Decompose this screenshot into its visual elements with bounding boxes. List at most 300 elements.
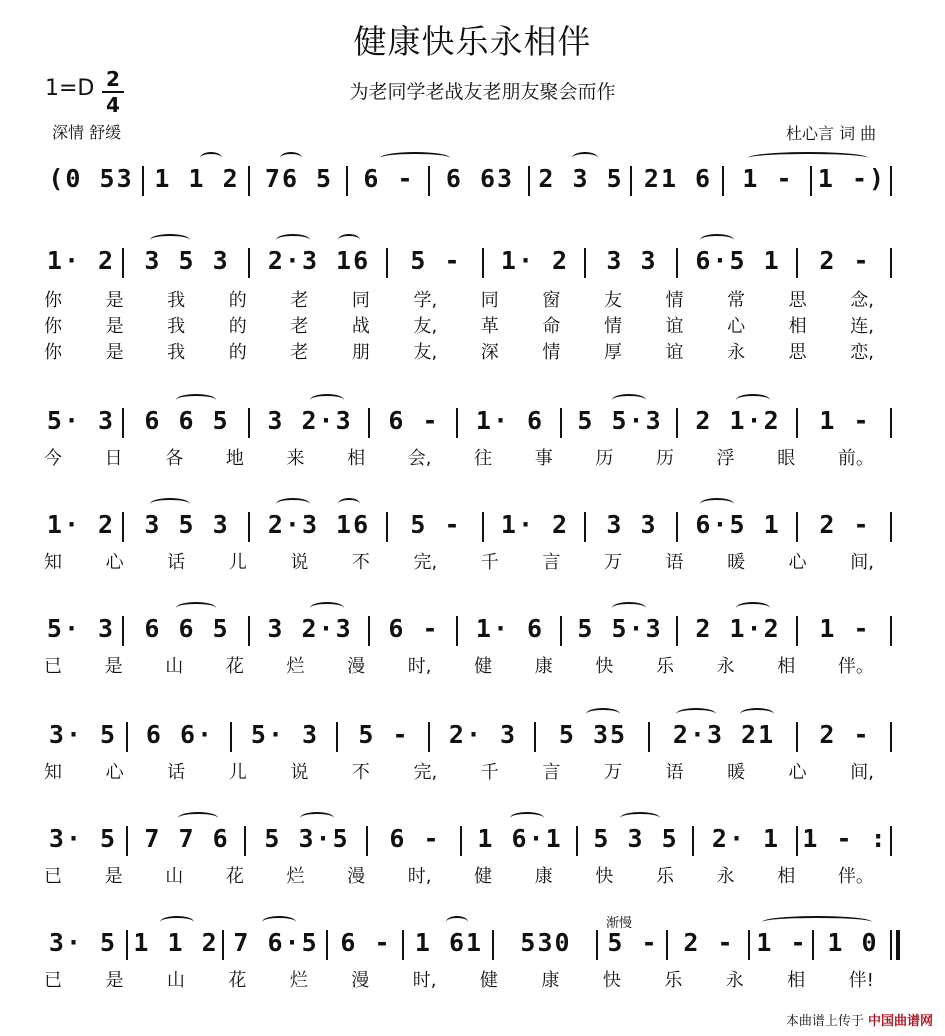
slur <box>380 152 450 164</box>
barline <box>368 408 370 438</box>
lyric-syllable: 山 <box>166 970 185 991</box>
lyric-syllable: 命 <box>542 316 561 337</box>
lyric-syllable: 谊 <box>665 316 684 337</box>
lyric-syllable: 已 <box>44 970 62 991</box>
lyric-syllable: 乐 <box>664 970 683 991</box>
slur <box>338 498 360 510</box>
lyric-syllable: 伴。 <box>837 656 874 677</box>
slur <box>612 602 646 614</box>
measure: 6 - <box>388 405 440 435</box>
lyric-syllable: 乐 <box>655 656 674 677</box>
barline <box>122 408 124 438</box>
lyric-syllable: 友 <box>603 290 622 311</box>
barline <box>122 616 124 646</box>
staff-line-3 <box>0 400 945 440</box>
measure: 1· 6 <box>475 405 545 435</box>
barline <box>456 616 458 646</box>
barline <box>796 722 798 752</box>
measure: 1· 2 <box>500 509 570 539</box>
barline <box>576 826 578 856</box>
measure: (0 53 <box>48 163 134 193</box>
barline <box>584 512 586 542</box>
barline <box>722 166 724 196</box>
slur <box>620 812 660 824</box>
lyric-syllable: 窗 <box>542 290 561 311</box>
lyric-syllable: 我 <box>167 290 186 311</box>
measure: 5· 3 <box>46 613 116 643</box>
lyric-syllable: 千 <box>480 552 499 573</box>
measure: 2· 3 <box>448 719 518 749</box>
lyric-syllable: 连, <box>850 316 874 337</box>
tempo-marking: 深情 舒缓 <box>52 123 122 142</box>
barline <box>890 408 892 438</box>
slur <box>300 812 334 824</box>
measure: 1 - <box>819 405 871 435</box>
measure: 5 - <box>410 245 462 275</box>
lyric-line <box>0 286 945 310</box>
measure: 1 6·1 <box>477 823 563 853</box>
lyric-syllable: 花 <box>228 970 247 991</box>
lyric-syllable: 我 <box>167 342 186 363</box>
barline <box>386 512 388 542</box>
lyric-syllable: 已 <box>44 866 62 887</box>
lyric-syllable: 永 <box>716 866 735 887</box>
barline <box>630 166 632 196</box>
staff-line-1 <box>0 158 945 198</box>
measure: 2 1·2 <box>695 405 781 435</box>
slur <box>150 498 190 510</box>
lyric-syllable: 会, <box>407 448 432 469</box>
barline <box>748 930 750 960</box>
lyric-syllable: 是 <box>104 656 123 677</box>
lyric-syllable: 不 <box>351 552 370 573</box>
lyric-syllable: 万 <box>603 762 622 783</box>
lyric-syllable: 时, <box>407 656 432 677</box>
barline <box>126 722 128 752</box>
lyric-syllable: 是 <box>105 290 124 311</box>
barline <box>482 512 484 542</box>
barline <box>126 826 128 856</box>
footer-text: 本曲谱上传于 <box>785 1014 864 1029</box>
lyric-line <box>0 338 945 362</box>
lyric-syllable: 思 <box>788 342 807 363</box>
lyric-syllable: 是 <box>105 970 124 991</box>
lyric-syllable: 伴! <box>848 970 874 991</box>
song-subtitle: 为老同学老战友老朋友聚会而作 <box>349 81 616 103</box>
staff-line-6 <box>0 714 945 754</box>
lyric-syllable: 是 <box>105 316 124 337</box>
barline <box>460 826 462 856</box>
lyric-syllable: 语 <box>665 552 684 573</box>
lyric-syllable: 你 <box>44 342 62 363</box>
measure: 2·3 21 <box>672 719 776 749</box>
lyric-line <box>0 966 945 990</box>
time-top: 2 <box>106 67 120 91</box>
barline <box>428 722 430 752</box>
slur <box>676 708 716 720</box>
lyric-line <box>0 652 945 676</box>
lyric-syllable: 伴。 <box>837 866 874 887</box>
lyric-syllable: 念, <box>850 290 874 311</box>
lyric-syllable: 友, <box>413 342 438 363</box>
barline <box>584 248 586 278</box>
barline <box>796 616 798 646</box>
slur <box>700 234 734 246</box>
lyric-syllable: 老 <box>290 316 309 337</box>
lyric-line <box>0 312 945 336</box>
slur <box>310 602 344 614</box>
lyric-syllable: 思 <box>788 290 807 311</box>
lyric-syllable: 说 <box>290 552 309 573</box>
lyric-syllable: 时, <box>412 970 437 991</box>
barline <box>402 930 404 960</box>
measure: 3· 5 <box>48 719 118 749</box>
measure: 3· 5 <box>48 823 118 853</box>
lyric-syllable: 朋 <box>351 342 370 363</box>
measure: 2· 1 <box>711 823 781 853</box>
lyric-syllable: 暖 <box>727 762 746 783</box>
measure: 76 5 <box>264 163 334 193</box>
lyric-syllable: 间, <box>850 762 874 783</box>
lyric-syllable: 完, <box>413 552 438 573</box>
lyric-syllable: 浮 <box>716 448 735 469</box>
barline <box>248 166 250 196</box>
measure: 6 6 5 <box>144 405 230 435</box>
barline <box>810 166 812 196</box>
barline <box>336 722 338 752</box>
lyric-syllable: 健 <box>474 656 493 677</box>
slur <box>446 916 468 928</box>
lyric-syllable: 战 <box>351 316 370 337</box>
lyric-syllable: 千 <box>480 762 499 783</box>
measure: 1· 2 <box>500 245 570 275</box>
barline <box>890 722 892 752</box>
footer <box>786 1010 933 1029</box>
lyric-syllable: 漫 <box>347 866 366 887</box>
measure: 5 - <box>358 719 410 749</box>
lyric-syllable: 你 <box>44 316 62 337</box>
lyric-syllable: 快 <box>595 656 614 677</box>
slur <box>586 708 620 720</box>
song-title: 健康快乐永相伴 <box>353 22 592 61</box>
barline <box>648 722 650 752</box>
lyric-syllable: 万 <box>603 552 622 573</box>
slur <box>176 394 216 406</box>
barline <box>890 166 892 196</box>
measure: 1· 2 <box>46 245 116 275</box>
lyric-syllable: 相 <box>788 316 807 337</box>
measure: 7 6·5 <box>233 927 319 957</box>
lyric-syllable: 康 <box>534 866 553 887</box>
lyric-syllable: 话 <box>167 762 186 783</box>
barline <box>796 248 798 278</box>
lyric-syllable: 花 <box>225 866 244 887</box>
measure: 1 1 2 <box>154 163 240 193</box>
lyric-syllable: 说 <box>290 762 309 783</box>
barline <box>248 512 250 542</box>
measure: 3 5 3 <box>144 245 230 275</box>
lyric-syllable: 老 <box>290 290 309 311</box>
barline <box>346 166 348 196</box>
slur <box>612 394 646 406</box>
measure: 21 6 <box>643 163 713 193</box>
measure: 3 3 <box>606 245 658 275</box>
slur <box>176 602 216 614</box>
barline <box>366 826 368 856</box>
measure: 1 - : <box>802 823 888 853</box>
barline <box>122 248 124 278</box>
lyric-syllable: 我 <box>167 316 186 337</box>
staff-line-7 <box>0 818 945 858</box>
lyric-syllable: 是 <box>104 866 123 887</box>
slur <box>748 152 868 164</box>
measure: 530 <box>520 927 572 957</box>
lyric-syllable: 往 <box>474 448 493 469</box>
barline <box>560 408 562 438</box>
barline <box>890 930 892 960</box>
lyric-syllable: 知 <box>44 762 62 783</box>
lyric-syllable: 心 <box>727 316 746 337</box>
lyric-syllable: 山 <box>165 866 184 887</box>
barline <box>596 930 598 960</box>
time-signature <box>102 68 124 116</box>
measure: 6 - <box>388 613 440 643</box>
lyric-line <box>0 758 945 782</box>
slur <box>762 916 872 928</box>
lyric-syllable: 相 <box>347 448 366 469</box>
barline <box>890 826 892 856</box>
lyric-syllable: 言 <box>542 762 561 783</box>
lyric-syllable: 永 <box>725 970 744 991</box>
lyric-syllable: 来 <box>286 448 305 469</box>
lyric-syllable: 情 <box>542 342 561 363</box>
lyric-syllable: 相 <box>777 866 796 887</box>
lyric-syllable: 事 <box>534 448 553 469</box>
lyric-syllable: 山 <box>165 656 184 677</box>
staff-line-5 <box>0 608 945 648</box>
lyric-syllable: 暖 <box>727 552 746 573</box>
slur <box>276 234 310 246</box>
slur <box>310 394 344 406</box>
barline <box>796 826 798 856</box>
lyric-syllable: 儿 <box>228 762 247 783</box>
lyric-syllable: 革 <box>480 316 499 337</box>
barline <box>244 826 246 856</box>
lyric-syllable: 常 <box>727 290 746 311</box>
measure: 5· 3 <box>46 405 116 435</box>
lyric-syllable: 你 <box>44 290 62 311</box>
lyric-syllable: 恋, <box>850 342 874 363</box>
barline <box>796 512 798 542</box>
lyric-syllable: 是 <box>105 342 124 363</box>
lyric-syllable: 谊 <box>665 342 684 363</box>
barline <box>428 166 430 196</box>
measure: 2 - <box>819 719 871 749</box>
lyric-syllable: 不 <box>351 762 370 783</box>
lyric-syllable: 相 <box>787 970 806 991</box>
ritardando-mark: 渐慢 <box>606 916 633 931</box>
measure: 6 6· <box>145 719 215 749</box>
slur <box>338 234 360 246</box>
barline <box>812 930 814 960</box>
lyric-syllable: 前。 <box>837 448 874 469</box>
lyric-syllable: 知 <box>44 552 62 573</box>
measure: 3 5 3 <box>144 509 230 539</box>
lyric-syllable: 地 <box>225 448 244 469</box>
lyric-syllable: 历 <box>655 448 674 469</box>
measure: 6 63 <box>445 163 515 193</box>
lyric-syllable: 心 <box>788 762 807 783</box>
barline <box>676 248 678 278</box>
barline <box>122 512 124 542</box>
site-logo: 中国曲谱网 <box>867 1014 933 1029</box>
staff-line-4 <box>0 504 945 544</box>
measure: 5 - <box>410 509 462 539</box>
slur <box>160 916 194 928</box>
lyric-syllable: 友, <box>413 316 438 337</box>
lyric-syllable: 已 <box>44 656 62 677</box>
lyric-syllable: 历 <box>595 448 614 469</box>
barline <box>890 512 892 542</box>
measure: 1 -) <box>817 163 887 193</box>
lyric-syllable: 相 <box>777 656 796 677</box>
lyric-syllable: 健 <box>479 970 498 991</box>
lyric-syllable: 心 <box>788 552 807 573</box>
barline <box>560 616 562 646</box>
lyric-syllable: 眼 <box>777 448 796 469</box>
slur <box>280 152 302 164</box>
measure: 1 - <box>819 613 871 643</box>
measure: 5 35 <box>558 719 628 749</box>
lyric-syllable: 的 <box>228 316 247 337</box>
barline <box>230 722 232 752</box>
lyric-syllable: 间, <box>850 552 874 573</box>
lyric-syllable: 情 <box>603 316 622 337</box>
slur <box>262 916 296 928</box>
lyric-line <box>0 862 945 886</box>
measure: 5 3·5 <box>264 823 350 853</box>
slur <box>740 708 774 720</box>
measure: 5 3 5 <box>593 823 679 853</box>
lyric-syllable: 学, <box>413 290 438 311</box>
slur <box>736 394 770 406</box>
lyric-syllable: 永 <box>716 656 735 677</box>
barline <box>248 248 250 278</box>
measure: 1· 2 <box>46 509 116 539</box>
measure: 1 - <box>756 927 808 957</box>
measure: 2·3 16 <box>267 509 371 539</box>
measure: 6·5 1 <box>695 509 781 539</box>
lyric-syllable: 的 <box>228 290 247 311</box>
barline <box>456 408 458 438</box>
slur <box>276 498 310 510</box>
lyric-syllable: 永 <box>727 342 746 363</box>
slur <box>736 602 770 614</box>
measure: 2 3 5 <box>538 163 624 193</box>
measure: 2 - <box>819 509 871 539</box>
measure: 5 5·3 <box>577 613 663 643</box>
measure: 1 - <box>742 163 794 193</box>
slur <box>572 152 598 164</box>
barline <box>676 408 678 438</box>
measure: 2·3 16 <box>267 245 371 275</box>
lyric-syllable: 言 <box>542 552 561 573</box>
lyric-line <box>0 548 945 572</box>
lyric-syllable: 深 <box>480 342 499 363</box>
lyric-syllable: 康 <box>534 656 553 677</box>
lyric-syllable: 话 <box>167 552 186 573</box>
slur <box>200 152 222 164</box>
lyric-syllable: 完, <box>413 762 438 783</box>
barline <box>222 930 224 960</box>
measure: 1· 6 <box>475 613 545 643</box>
barline <box>890 616 892 646</box>
lyric-syllable: 情 <box>665 290 684 311</box>
barline <box>248 408 250 438</box>
barline <box>890 248 892 278</box>
measure: 5 - <box>607 927 659 957</box>
lyric-syllable: 快 <box>595 866 614 887</box>
lyric-syllable: 同 <box>351 290 370 311</box>
measure: 2 1·2 <box>695 613 781 643</box>
composer-credit: 杜心言 词 曲 <box>786 124 877 143</box>
lyric-syllable: 健 <box>474 866 493 887</box>
measure: 6 - <box>389 823 441 853</box>
measure: 6 - <box>363 163 415 193</box>
lyric-syllable: 康 <box>541 970 560 991</box>
measure: 1 1 2 <box>133 927 219 957</box>
measure: 1 0 <box>827 927 879 957</box>
final-barline <box>896 930 900 960</box>
slur <box>178 812 218 824</box>
barline <box>676 512 678 542</box>
barline <box>368 616 370 646</box>
lyric-syllable: 心 <box>105 762 124 783</box>
lyric-syllable: 漫 <box>347 656 366 677</box>
measure: 3· 5 <box>48 927 118 957</box>
lyric-syllable: 日 <box>104 448 123 469</box>
lyric-syllable: 乐 <box>655 866 674 887</box>
barline <box>326 930 328 960</box>
measure: 3 2·3 <box>267 405 353 435</box>
slur <box>510 812 544 824</box>
barline <box>386 248 388 278</box>
lyric-syllable: 漫 <box>351 970 370 991</box>
barline <box>666 930 668 960</box>
measure: 3 2·3 <box>267 613 353 643</box>
lyric-syllable: 老 <box>290 342 309 363</box>
lyric-syllable: 儿 <box>228 552 247 573</box>
staff-line-8 <box>0 922 945 962</box>
measure: 3 3 <box>606 509 658 539</box>
measure: 6 - <box>340 927 392 957</box>
lyric-syllable: 快 <box>602 970 621 991</box>
barline <box>142 166 144 196</box>
barline <box>692 826 694 856</box>
barline <box>126 930 128 960</box>
measure: 6 6 5 <box>144 613 230 643</box>
barline <box>796 408 798 438</box>
barline <box>676 616 678 646</box>
measure: 7 7 6 <box>144 823 230 853</box>
barline <box>492 930 494 960</box>
barline <box>534 722 536 752</box>
key-signature: 1=D <box>45 76 95 101</box>
lyric-line <box>0 444 945 468</box>
lyric-syllable: 语 <box>665 762 684 783</box>
measure: 5 5·3 <box>577 405 663 435</box>
barline <box>248 616 250 646</box>
